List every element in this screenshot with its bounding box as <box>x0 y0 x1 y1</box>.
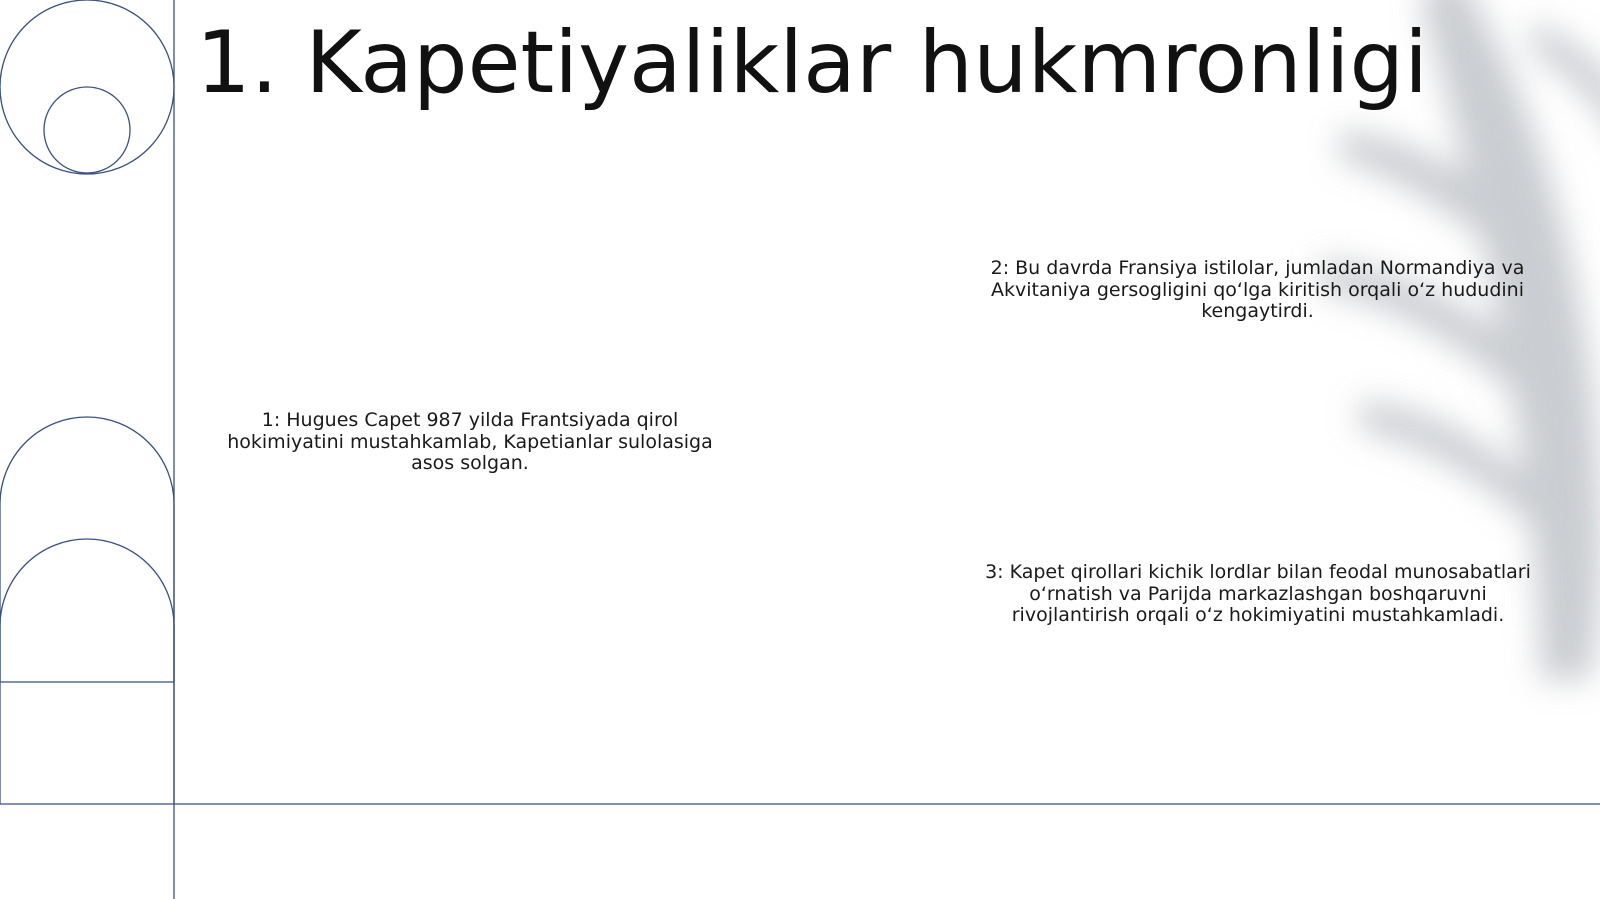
small-circle-shape <box>44 87 130 173</box>
point-1-text: 1: Hugues Capet 987 yilda Frantsiyada qirol hokimiyatini mustahkamlab, Kapetianlar sulolasiga asos solgan. <box>227 409 713 474</box>
slide-title: 1. Kapetiyaliklar hukmronligi <box>196 13 1429 113</box>
lower-arch-shape <box>0 539 174 682</box>
upper-arch-shape <box>0 417 174 804</box>
point-3-text: 3: Kapet qirollari kichik lordlar bilan feodal munosabatlari o‘rnatish va Parijda markazlashgan boshqaruvni rivojlantirish orqali o‘z hokimiyatini mustahkamladi. <box>985 561 1531 626</box>
point-2-text: 2: Bu davrda Fransiya istilolar, jumladan Normandiya va Akvitaniya gersogligini qo‘lga kiritish orqali o‘z hududini kengaytirdi. <box>990 257 1525 322</box>
